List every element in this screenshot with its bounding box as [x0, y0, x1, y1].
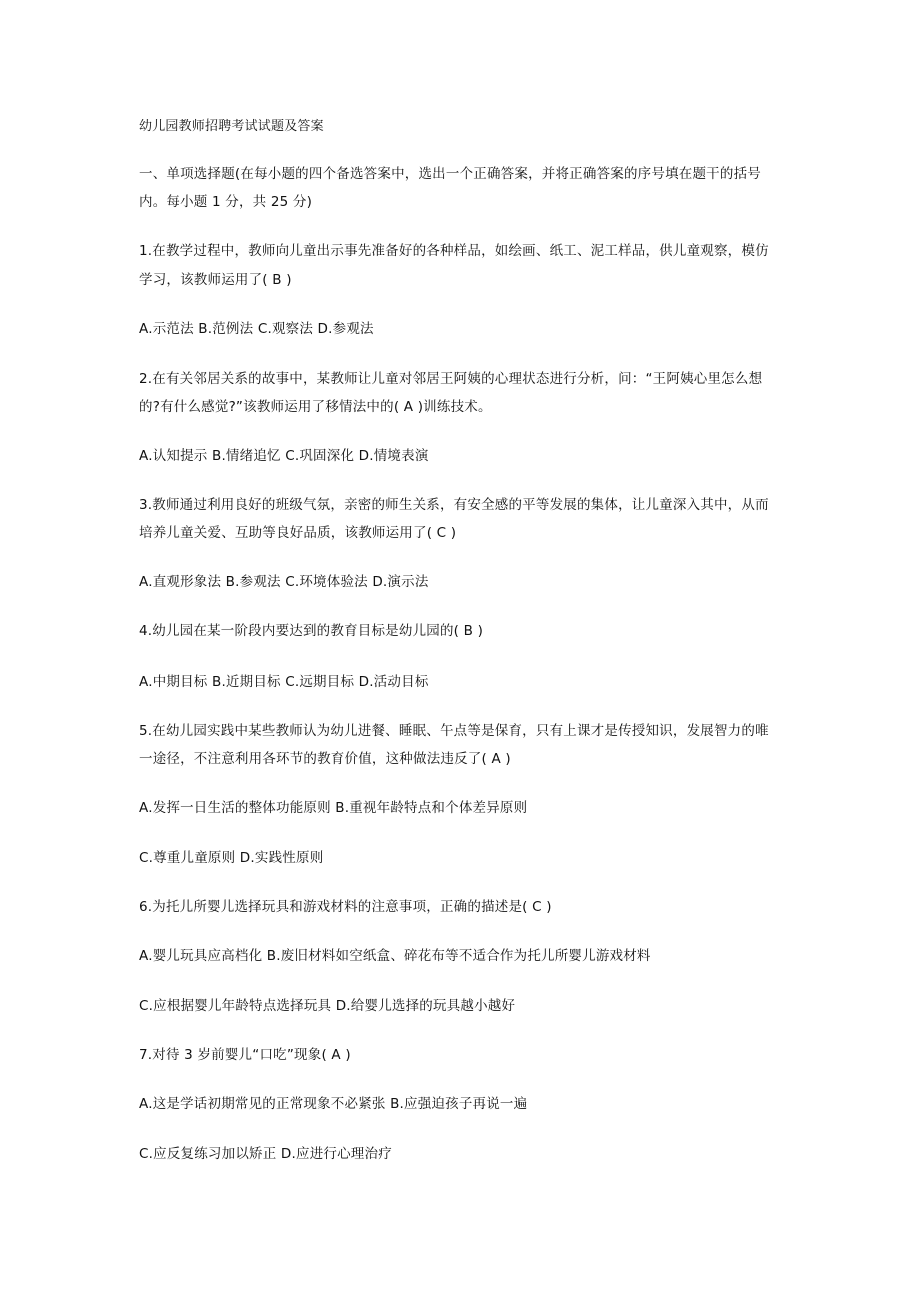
question-7-options-line-1: A.这是学话初期常见的正常现象不必紧张 B.应强迫孩子再说一遍 — [139, 1096, 528, 1112]
question-4-options: A.中期目标 B.近期目标 C.远期目标 D.活动目标 — [139, 674, 429, 690]
question-2-options: A.认知提示 B.情绪追忆 C.巩固深化 D.情境表演 — [139, 448, 429, 464]
question-5-stem-line-2: 一途径，不注意利用各环节的教育价值，这种做法违反了( A ) — [139, 751, 511, 767]
document-title: 幼儿园教师招聘考试试题及答案 — [139, 119, 324, 134]
question-1-options: A.示范法 B.范例法 C.观察法 D.参观法 — [139, 321, 374, 337]
question-6-options-line-2: C.应根据婴儿年龄特点选择玩具 D.给婴儿选择的玩具越小越好 — [139, 998, 516, 1014]
question-1-stem-line-2: 学习，该教师运用了( B ) — [139, 272, 292, 288]
question-3-options: A.直观形象法 B.参观法 C.环境体验法 D.演示法 — [139, 574, 429, 590]
question-2-stem-line-2: 的?有什么感觉?”该教师运用了移情法中的( A )训练技术。 — [139, 399, 492, 415]
question-7-options-line-2: C.应反复练习加以矫正 D.应进行心理治疗 — [139, 1146, 392, 1162]
question-2-stem-line-1: 2.在有关邻居关系的故事中，某教师让儿童对邻居王阿姨的心理状态进行分析，问：“王阿姨心里怎么想 — [139, 371, 763, 387]
question-6-stem-line-1: 6.为托儿所婴儿选择玩具和游戏材料的注意事项，正确的描述是( C ) — [139, 899, 552, 915]
question-1-stem-line-1: 1.在教学过程中，教师向儿童出示事先准备好的各种样品，如绘画、纸工、泥工样品，供儿童观察，模仿 — [139, 243, 769, 259]
question-6-options-line-1: A.婴儿玩具应高档化 B.废旧材料如空纸盒、碎花布等不适合作为托儿所婴儿游戏材料 — [139, 948, 651, 964]
question-7-stem-line-1: 7.对待 3 岁前婴儿“口吃”现象( A ) — [139, 1047, 351, 1063]
section-heading-line-1: 一、单项选择题(在每小题的四个备选答案中，选出一个正确答案，并将正确答案的序号填在题干的括号 — [139, 166, 761, 182]
question-3-stem-line-2: 培养儿童关爱、互助等良好品质，该教师运用了( C ) — [139, 525, 457, 541]
question-5-options-line-2: C.尊重儿童原则 D.实践性原则 — [139, 850, 324, 866]
question-4-stem-line-1: 4.幼儿园在某一阶段内要达到的教育目标是幼儿园的( B ) — [139, 623, 484, 639]
question-3-stem-line-1: 3.教师通过利用良好的班级气氛，亲密的师生关系，有安全感的平等发展的集体，让儿童深入其中，从而 — [139, 497, 769, 513]
question-5-stem-line-1: 5.在幼儿园实践中某些教师认为幼儿进餐、睡眠、午点等是保育，只有上课才是传授知识，发展智力的唯 — [139, 723, 769, 739]
question-5-options-line-1: A.发挥一日生活的整体功能原则 B.重视年龄特点和个体差异原则 — [139, 800, 528, 816]
section-heading-line-2: 内。每小题 1 分，共 25 分) — [139, 194, 313, 210]
